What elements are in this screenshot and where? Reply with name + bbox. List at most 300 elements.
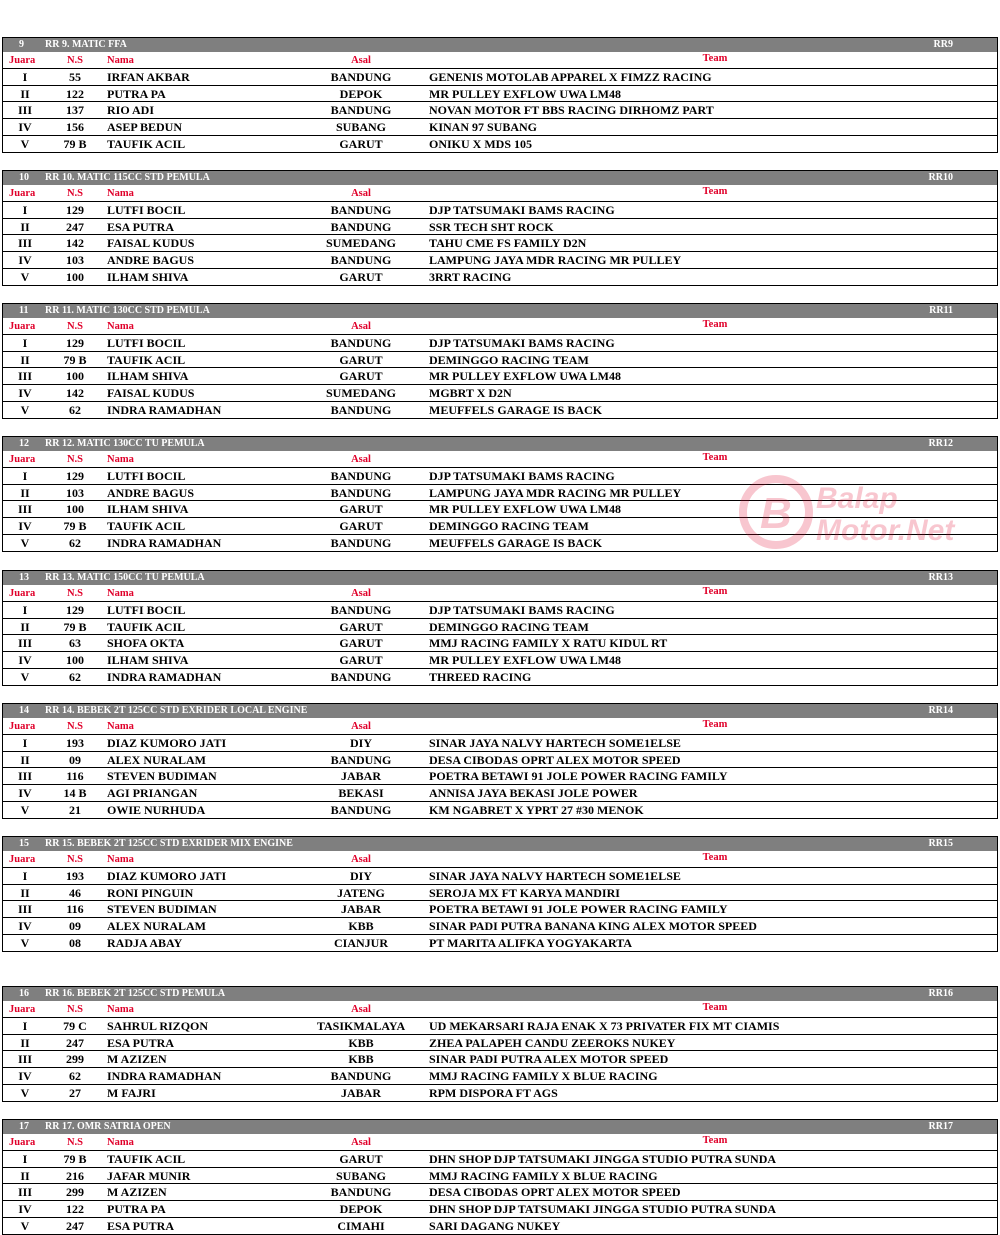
cell-juara: II <box>20 1035 30 1050</box>
column-header-row <box>3 718 997 735</box>
col-juara: Juara <box>9 454 36 465</box>
col-juara: Juara <box>9 321 36 332</box>
cell-asal: BANDUNG <box>330 469 392 483</box>
cell-nama: LUTFI BOCIL <box>107 336 186 350</box>
class-code: RR15 <box>928 838 953 849</box>
cell-asal: BANDUNG <box>330 802 392 817</box>
cell-nama: ESA PUTRA <box>107 1218 175 1233</box>
col-nama: Nama <box>107 721 134 732</box>
col-juara: Juara <box>9 721 36 732</box>
cell-nama: LUTFI BOCIL <box>107 603 186 617</box>
cell-juara: V <box>20 269 30 284</box>
cell-asal: CIMAHI <box>337 1218 385 1233</box>
col-asal: Asal <box>351 1004 371 1015</box>
cell-nama: ESA PUTRA <box>107 219 175 234</box>
cell-ns: 193 <box>66 736 84 750</box>
cell-ns: 142 <box>66 236 84 251</box>
table-row <box>3 752 997 769</box>
cell-ns: 62 <box>69 535 81 550</box>
table-row <box>3 402 997 419</box>
class-number: 17 <box>19 1121 29 1132</box>
cell-juara: III <box>17 236 32 251</box>
cell-asal: GARUT <box>339 502 383 517</box>
col-nama: Nama <box>107 1137 134 1148</box>
col-nama: Nama <box>107 854 134 865</box>
cell-juara: II <box>20 219 30 234</box>
cell-asal: BANDUNG <box>330 70 392 84</box>
cell-ns: 129 <box>66 603 84 617</box>
cell-team: MMJ RACING FAMILY X BLUE RACING <box>429 1069 658 1084</box>
col-team: Team <box>702 319 728 330</box>
cell-juara: II <box>20 86 30 101</box>
column-header-row <box>3 1134 997 1151</box>
col-asal: Asal <box>351 321 371 332</box>
cell-asal: DIY <box>349 869 372 883</box>
cell-nama: DIAZ KUMORO JATI <box>107 869 227 883</box>
cell-ns: 129 <box>66 203 84 217</box>
cell-ns: 79 B <box>63 619 87 634</box>
cell-team: SSR TECH SHT ROCK <box>429 219 554 234</box>
cell-nama: TAUFIK ACIL <box>107 136 186 151</box>
table-row <box>3 219 997 236</box>
cell-asal: BANDUNG <box>330 603 392 617</box>
cell-asal: KBB <box>348 1035 374 1050</box>
cell-juara: III <box>17 902 32 917</box>
class-number: 15 <box>19 838 29 849</box>
cell-nama: RIO ADI <box>107 103 155 118</box>
cell-team: MEUFFELS GARAGE IS BACK <box>429 535 603 550</box>
cell-asal: BANDUNG <box>330 103 392 118</box>
col-ns: N.S <box>66 321 84 332</box>
class-title: RR 9. MATIC FFA <box>45 39 127 50</box>
cell-juara: I <box>22 736 28 750</box>
col-juara: Juara <box>9 1004 36 1015</box>
cell-juara: V <box>20 1085 30 1100</box>
cell-team: MGBRT X D2N <box>429 386 512 401</box>
cell-juara: V <box>20 535 30 550</box>
cell-ns: 79 B <box>63 352 87 367</box>
cell-team: DHN SHOP DJP TATSUMAKI JINGGA STUDIO PUTRA SUNDA <box>429 1202 777 1217</box>
cell-asal: BANDUNG <box>330 336 392 350</box>
cell-asal: SUBANG <box>335 1168 386 1183</box>
cell-ns: 216 <box>66 1168 84 1183</box>
cell-juara: I <box>22 469 28 483</box>
column-header-row <box>3 851 997 868</box>
cell-asal: GARUT <box>339 269 383 284</box>
cell-nama: ALEX NURALAM <box>107 752 206 767</box>
table-row <box>3 136 997 153</box>
col-asal: Asal <box>351 1137 371 1148</box>
cell-asal: BANDUNG <box>330 1069 392 1084</box>
col-ns: N.S <box>66 55 84 66</box>
cell-ns: 247 <box>66 1035 84 1050</box>
cell-nama: LUTFI BOCIL <box>107 469 186 483</box>
class-table <box>2 570 998 686</box>
class-code: RR12 <box>928 438 953 449</box>
cell-juara: III <box>17 369 32 384</box>
cell-juara: IV <box>18 386 32 401</box>
cell-ns: 100 <box>66 502 84 517</box>
logo-letter: B <box>760 489 792 538</box>
cell-juara: II <box>20 619 30 634</box>
col-team: Team <box>702 1002 728 1013</box>
class-table <box>2 37 998 153</box>
cell-nama: STEVEN BUDIMAN <box>107 769 217 784</box>
table-row <box>3 802 997 819</box>
cell-team: DESA CIBODAS OPRT ALEX MOTOR SPEED <box>429 752 681 767</box>
cell-asal: KBB <box>348 919 374 934</box>
table-row <box>3 1035 997 1052</box>
col-ns: N.S <box>66 721 84 732</box>
class-title: RR 14. BEBEK 2T 125CC STD EXRIDER LOCAL ENGINE <box>45 705 308 716</box>
cell-juara: IV <box>18 653 32 668</box>
cell-ns: 27 <box>69 1085 81 1100</box>
cell-juara: III <box>17 1052 32 1067</box>
class-header <box>3 571 997 585</box>
table-row <box>3 868 997 885</box>
table-row <box>3 652 997 669</box>
col-team: Team <box>702 53 728 64</box>
cell-asal: BANDUNG <box>330 1185 392 1200</box>
class-table <box>2 303 998 419</box>
cell-juara: II <box>20 752 30 767</box>
cell-nama: M FAJRI <box>107 1085 156 1100</box>
cell-team: DJP TATSUMAKI BAMS RACING <box>429 603 615 617</box>
logo-text-2: Motor.Net <box>816 514 955 547</box>
cell-nama: TAUFIK ACIL <box>107 519 186 534</box>
cell-nama: STEVEN BUDIMAN <box>107 902 217 917</box>
cell-juara: III <box>17 769 32 784</box>
cell-asal: GARUT <box>339 653 383 668</box>
cell-juara: I <box>22 869 28 883</box>
cell-nama: ILHAM SHIVA <box>107 269 189 284</box>
cell-nama: SAHRUL RIZQON <box>107 1019 209 1033</box>
col-ns: N.S <box>66 588 84 599</box>
cell-ns: 103 <box>66 253 84 268</box>
cell-ns: 247 <box>66 219 84 234</box>
cell-juara: IV <box>18 120 32 135</box>
cell-team: MR PULLEY EXFLOW UWA LM48 <box>429 502 622 517</box>
table-row <box>3 1168 997 1185</box>
cell-team: ZHEA PALAPEH CANDU ZEEROKS NUKEY <box>429 1035 676 1050</box>
cell-ns: 247 <box>66 1218 84 1233</box>
cell-ns: 79 B <box>63 136 87 151</box>
cell-juara: III <box>17 103 32 118</box>
cell-nama: ALEX NURALAM <box>107 919 206 934</box>
table-row <box>3 635 997 652</box>
cell-asal: BANDUNG <box>330 669 392 684</box>
cell-asal: GARUT <box>339 519 383 534</box>
cell-nama: LUTFI BOCIL <box>107 203 186 217</box>
column-header-row <box>3 1001 997 1018</box>
class-number: 11 <box>19 305 29 316</box>
table-row <box>3 1151 997 1168</box>
cell-juara: IV <box>18 919 32 934</box>
cell-ns: 62 <box>69 669 81 684</box>
table-row <box>3 1068 997 1085</box>
class-title: RR 16. BEBEK 2T 125CC STD PEMULA <box>45 988 226 999</box>
cell-ns: 100 <box>66 269 84 284</box>
cell-nama: DIAZ KUMORO JATI <box>107 736 227 750</box>
class-code: RR9 <box>933 39 953 50</box>
col-asal: Asal <box>351 55 371 66</box>
table-row <box>3 669 997 686</box>
cell-ns: 116 <box>66 902 84 917</box>
cell-asal: BANDUNG <box>330 253 392 268</box>
cell-team: 3RRT RACING <box>429 269 512 284</box>
cell-asal: BANDUNG <box>330 402 392 417</box>
cell-nama: INDRA RAMADHAN <box>107 402 222 417</box>
cell-ns: 14 B <box>63 786 87 801</box>
cell-ns: 100 <box>66 653 84 668</box>
cell-juara: III <box>17 1185 32 1200</box>
cell-nama: TAUFIK ACIL <box>107 352 186 367</box>
cell-ns: 09 <box>69 752 81 767</box>
cell-juara: IV <box>18 1069 32 1084</box>
class-code: RR10 <box>928 172 953 183</box>
cell-team: LAMPUNG JAYA MDR RACING MR PULLEY <box>429 485 682 500</box>
cell-ns: 193 <box>66 869 84 883</box>
column-header-row <box>3 585 997 602</box>
cell-team: SARI DAGANG NUKEY <box>429 1218 561 1233</box>
table-row <box>3 785 997 802</box>
table-row <box>3 1184 997 1201</box>
cell-juara: I <box>22 336 28 350</box>
class-title: RR 12. MATIC 130CC TU PEMULA <box>45 438 205 449</box>
cell-team: SINAR PADI PUTRA BANANA KING ALEX MOTOR SPEED <box>429 919 757 934</box>
cell-nama: ESA PUTRA <box>107 1035 175 1050</box>
cell-juara: V <box>20 136 30 151</box>
cell-asal: BANDUNG <box>330 752 392 767</box>
cell-asal: CIANJUR <box>334 935 388 950</box>
cell-asal: JATENG <box>337 885 385 900</box>
cell-nama: ASEP BEDUN <box>107 120 183 135</box>
cell-team: DESA CIBODAS OPRT ALEX MOTOR SPEED <box>429 1185 681 1200</box>
class-table <box>2 836 998 952</box>
class-header <box>3 837 997 851</box>
cell-ns: 46 <box>69 885 81 900</box>
cell-juara: IV <box>18 519 32 534</box>
col-juara: Juara <box>9 1137 36 1148</box>
class-title: RR 15. BEBEK 2T 125CC STD EXRIDER MIX ENGINE <box>45 838 293 849</box>
table-row <box>3 352 997 369</box>
class-number: 12 <box>19 438 29 449</box>
cell-team: MMJ RACING FAMILY X BLUE RACING <box>429 1168 658 1183</box>
table-row <box>3 252 997 269</box>
class-table <box>2 986 998 1102</box>
cell-team: DEMINGGO RACING TEAM <box>429 519 589 534</box>
class-code: RR16 <box>928 988 953 999</box>
cell-team: MMJ RACING FAMILY X RATU KIDUL RT <box>429 636 668 651</box>
cell-nama: INDRA RAMADHAN <box>107 669 222 684</box>
cell-nama: PUTRA PA <box>107 1202 166 1217</box>
table-row <box>3 368 997 385</box>
cell-team: DJP TATSUMAKI BAMS RACING <box>429 336 615 350</box>
table-row <box>3 1218 997 1235</box>
col-team: Team <box>702 452 728 463</box>
cell-asal: GARUT <box>339 352 383 367</box>
cell-juara: I <box>22 603 28 617</box>
cell-ns: 103 <box>66 485 84 500</box>
col-asal: Asal <box>351 188 371 199</box>
class-code: RR11 <box>929 305 953 316</box>
cell-ns: 299 <box>66 1185 84 1200</box>
table-row <box>3 1201 997 1218</box>
column-header-row <box>3 185 997 202</box>
cell-nama: TAUFIK ACIL <box>107 1152 186 1166</box>
cell-juara: I <box>22 203 28 217</box>
cell-team: ANNISA JAYA BEKASI JOLE POWER <box>429 786 638 801</box>
table-row <box>3 119 997 136</box>
table-row <box>3 935 997 952</box>
cell-ns: 100 <box>66 369 84 384</box>
column-header-row <box>3 451 997 468</box>
cell-team: THREED RACING <box>429 669 532 684</box>
cell-nama: PUTRA PA <box>107 86 166 101</box>
table-row <box>3 102 997 119</box>
cell-team: PT MARITA ALIFKA YOGYAKARTA <box>429 935 633 950</box>
cell-ns: 62 <box>69 402 81 417</box>
cell-nama: FAISAL KUDUS <box>107 386 195 401</box>
col-juara: Juara <box>9 55 36 66</box>
cell-ns: 116 <box>66 769 84 784</box>
column-header-row <box>3 52 997 69</box>
cell-team: KM NGABRET X YPRT 27 #30 MENOK <box>429 802 644 817</box>
cell-ns: 62 <box>69 1069 81 1084</box>
table-row <box>3 202 997 219</box>
cell-nama: JAFAR MUNIR <box>107 1168 191 1183</box>
cell-asal: BANDUNG <box>330 219 392 234</box>
class-code: RR14 <box>928 705 953 716</box>
cell-nama: INDRA RAMADHAN <box>107 1069 222 1084</box>
cell-team: MR PULLEY EXFLOW UWA LM48 <box>429 86 622 101</box>
cell-team: MR PULLEY EXFLOW UWA LM48 <box>429 653 622 668</box>
class-title: RR 17. OMR SATRIA OPEN <box>45 1121 171 1132</box>
cell-team: TAHU CME FS FAMILY D2N <box>429 236 587 251</box>
cell-team: DHN SHOP DJP TATSUMAKI JINGGA STUDIO PUTRA SUNDA <box>429 1152 777 1166</box>
cell-ns: 129 <box>66 336 84 350</box>
cell-asal: BANDUNG <box>330 535 392 550</box>
cell-team: KINAN 97 SUBANG <box>429 120 538 135</box>
cell-nama: TAUFIK ACIL <box>107 619 186 634</box>
cell-team: NOVAN MOTOR FT BBS RACING DIRHOMZ PART <box>429 103 714 118</box>
cell-team: ONIKU X MDS 105 <box>429 136 533 151</box>
col-team: Team <box>702 186 728 197</box>
cell-asal: BEKASI <box>338 786 384 801</box>
cell-asal: BANDUNG <box>330 485 392 500</box>
cell-juara: I <box>22 70 28 84</box>
cell-team: MEUFFELS GARAGE IS BACK <box>429 402 603 417</box>
table-row <box>3 269 997 286</box>
logo-text-1: Balap <box>816 482 898 515</box>
cell-nama: ILHAM SHIVA <box>107 653 189 668</box>
class-header <box>3 304 997 318</box>
col-ns: N.S <box>66 188 84 199</box>
table-row <box>3 335 997 352</box>
cell-asal: DEPOK <box>339 1202 383 1217</box>
cell-nama: INDRA RAMADHAN <box>107 535 222 550</box>
cell-ns: 79 C <box>63 1019 87 1033</box>
cell-asal: JABAR <box>340 902 381 917</box>
table-row <box>3 768 997 785</box>
col-ns: N.S <box>66 1137 84 1148</box>
table-row <box>3 619 997 636</box>
cell-asal: GARUT <box>339 369 383 384</box>
col-ns: N.S <box>66 1004 84 1015</box>
class-number: 14 <box>19 705 29 716</box>
col-asal: Asal <box>351 454 371 465</box>
table-row <box>3 235 997 252</box>
cell-juara: V <box>20 935 30 950</box>
table-row <box>3 1018 997 1035</box>
col-team: Team <box>702 719 728 730</box>
cell-team: UD MEKARSARI RAJA ENAK X 73 PRIVATER FIX MT CIAMIS <box>429 1019 780 1033</box>
cell-nama: ILHAM SHIVA <box>107 502 189 517</box>
cell-juara: II <box>20 352 30 367</box>
cell-team: DEMINGGO RACING TEAM <box>429 619 589 634</box>
class-header <box>3 1120 997 1134</box>
class-table <box>2 170 998 286</box>
cell-asal: SUMEDANG <box>325 386 396 401</box>
cell-team: DJP TATSUMAKI BAMS RACING <box>429 203 615 217</box>
cell-juara: III <box>17 636 32 651</box>
cell-asal: GARUT <box>339 636 383 651</box>
cell-asal: BANDUNG <box>330 203 392 217</box>
col-juara: Juara <box>9 588 36 599</box>
col-nama: Nama <box>107 321 134 332</box>
cell-asal: DIY <box>349 736 372 750</box>
cell-team: RPM DISPORA FT AGS <box>429 1085 558 1100</box>
col-ns: N.S <box>66 854 84 865</box>
cell-juara: V <box>20 1218 30 1233</box>
col-juara: Juara <box>9 854 36 865</box>
class-header <box>3 171 997 185</box>
cell-asal: SUMEDANG <box>325 236 396 251</box>
class-header <box>3 437 997 451</box>
cell-juara: I <box>22 1019 28 1033</box>
class-code: RR17 <box>928 1121 953 1132</box>
cell-ns: 142 <box>66 386 84 401</box>
cell-juara: IV <box>18 1202 32 1217</box>
cell-nama: IRFAN AKBAR <box>107 70 190 84</box>
cell-team: POETRA BETAWI 91 JOLE POWER RACING FAMILY <box>429 902 728 917</box>
table-row <box>3 885 997 902</box>
cell-nama: M AZIZEN <box>107 1052 167 1067</box>
cell-juara: II <box>20 485 30 500</box>
cell-ns: 129 <box>66 469 84 483</box>
cell-team: SEROJA MX FT KARYA MANDIRI <box>429 885 620 900</box>
cell-asal: KBB <box>348 1052 374 1067</box>
class-number: 16 <box>19 988 29 999</box>
cell-juara: III <box>17 502 32 517</box>
class-code: RR13 <box>928 572 953 583</box>
cell-ns: 299 <box>66 1052 84 1067</box>
cell-asal: TASIKMALAYA <box>316 1019 406 1033</box>
cell-ns: 09 <box>69 919 81 934</box>
cell-nama: ANDRE BAGUS <box>107 485 195 500</box>
cell-team: LAMPUNG JAYA MDR RACING MR PULLEY <box>429 253 682 268</box>
cell-asal: JABAR <box>340 1085 381 1100</box>
cell-juara: V <box>20 402 30 417</box>
col-team: Team <box>702 586 728 597</box>
cell-nama: FAISAL KUDUS <box>107 236 195 251</box>
col-nama: Nama <box>107 55 134 66</box>
col-juara: Juara <box>9 188 36 199</box>
cell-nama: AGI PRIANGAN <box>107 786 198 801</box>
cell-ns: 122 <box>66 86 84 101</box>
table-row <box>3 735 997 752</box>
cell-asal: DEPOK <box>339 86 383 101</box>
